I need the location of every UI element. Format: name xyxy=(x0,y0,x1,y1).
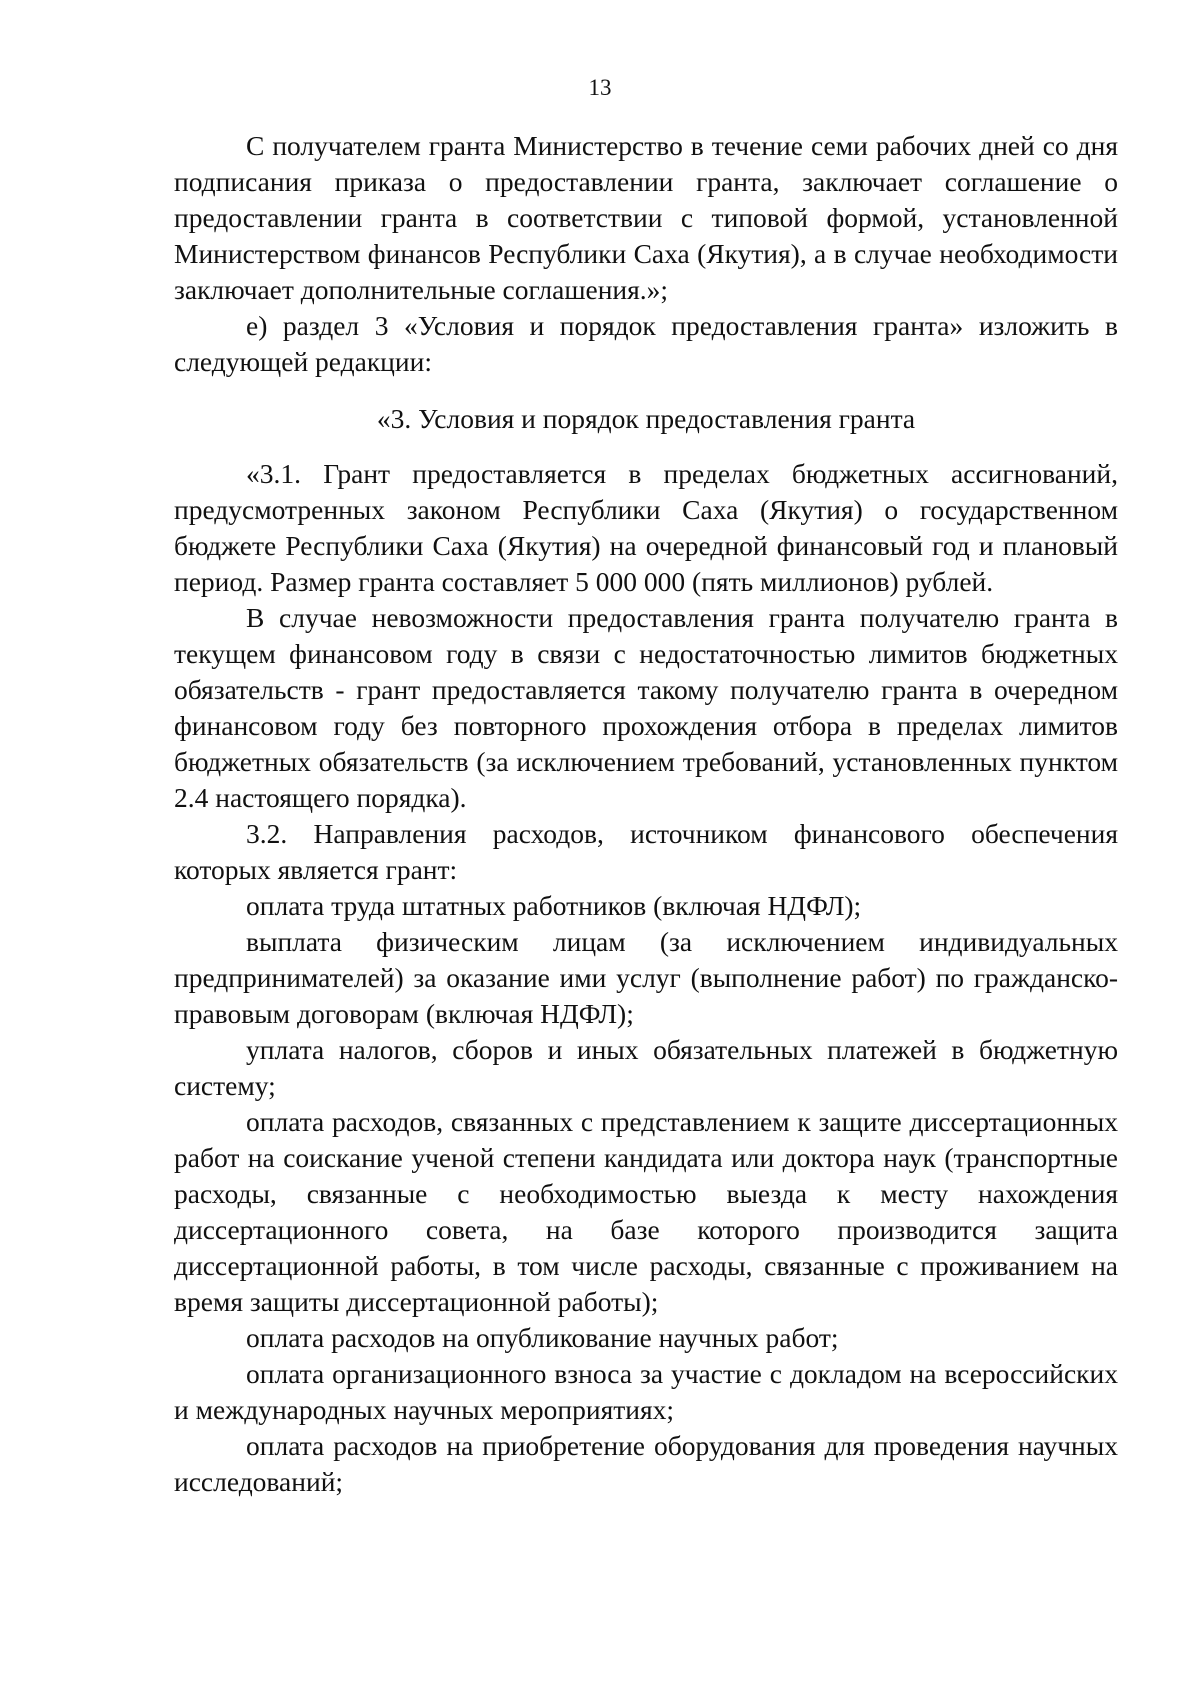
list-item-conference-fee: оплата организационного взноса за участие с докладом на всероссийских и международных научных мероприятиях; xyxy=(174,1358,1118,1425)
list-item-publication-expenses: оплата расходов на опубликование научных работ; xyxy=(246,1322,839,1353)
paragraph-amendment-e: е) раздел 3 «Условия и порядок предоставления гранта» изложить в следующей редакции: xyxy=(174,310,1118,377)
list-item-individuals-pay: выплата физическим лицам (за исключением индивидуальных предпринимателей) за оказание ими услуг (выполнение работ) по гражданско-правовым договорам (включая НДФЛ); xyxy=(174,926,1118,1029)
paragraph-3-2: 3.2. Направления расходов, источником финансового обеспечения которых является грант: xyxy=(174,818,1118,885)
section-heading: «3. Условия и порядок предоставления гранта xyxy=(376,403,916,434)
paragraph-agreement: С получателем гранта Министерство в течение семи рабочих дней со дня подписания приказа о предоставлении гранта, заключает соглашение о предоставлении гранта в соответствии с типовой формой, установленной Министерством финансов Республики Саха (Якутия), а в случае необходимости заключает дополнительные соглашения.»; xyxy=(174,130,1118,305)
document-body xyxy=(174,128,1118,1500)
list-item-equipment: оплата расходов на приобретение оборудования для проведения научных исследований; xyxy=(174,1430,1118,1497)
paragraph-insufficient-limits: В случае невозможности предоставления гранта получателю гранта в текущем финансовом году в связи с недостаточностью лимитов бюджетных обязательств - грант предоставляется такому получателю гранта в очередном финансовом году без повторного прохождения отбора в пределах лимитов бюджетных обязательств (за исключением требований, установленных пунктом 2.4 настоящего порядка). xyxy=(174,602,1118,813)
list-item-taxes: уплата налогов, сборов и иных обязательных платежей в бюджетную систему; xyxy=(174,1034,1118,1101)
list-item-staff-pay: оплата труда штатных работников (включая НДФЛ); xyxy=(246,890,862,921)
page-number: 13 xyxy=(588,75,612,100)
list-item-dissertation-expenses: оплата расходов, связанных с представлением к защите диссертационных работ на соискание ученой степени кандидата или доктора наук (транспортные расходы, связанные с необходимостью выезда к месту нахождения диссертационного совета, на базе которого производится защита диссертационной работы, в том числе расходы, связанные с проживанием на время защиты диссертационной работы); xyxy=(174,1106,1118,1317)
paragraph-3-1: «3.1. Грант предоставляется в пределах бюджетных ассигнований, предусмотренных законом Республики Саха (Якутия) о государственном бюджете Республики Саха (Якутия) на очередной финансовый год и плановый период. Размер гранта составляет 5 000 000 (пять миллионов) рублей. xyxy=(174,458,1118,597)
